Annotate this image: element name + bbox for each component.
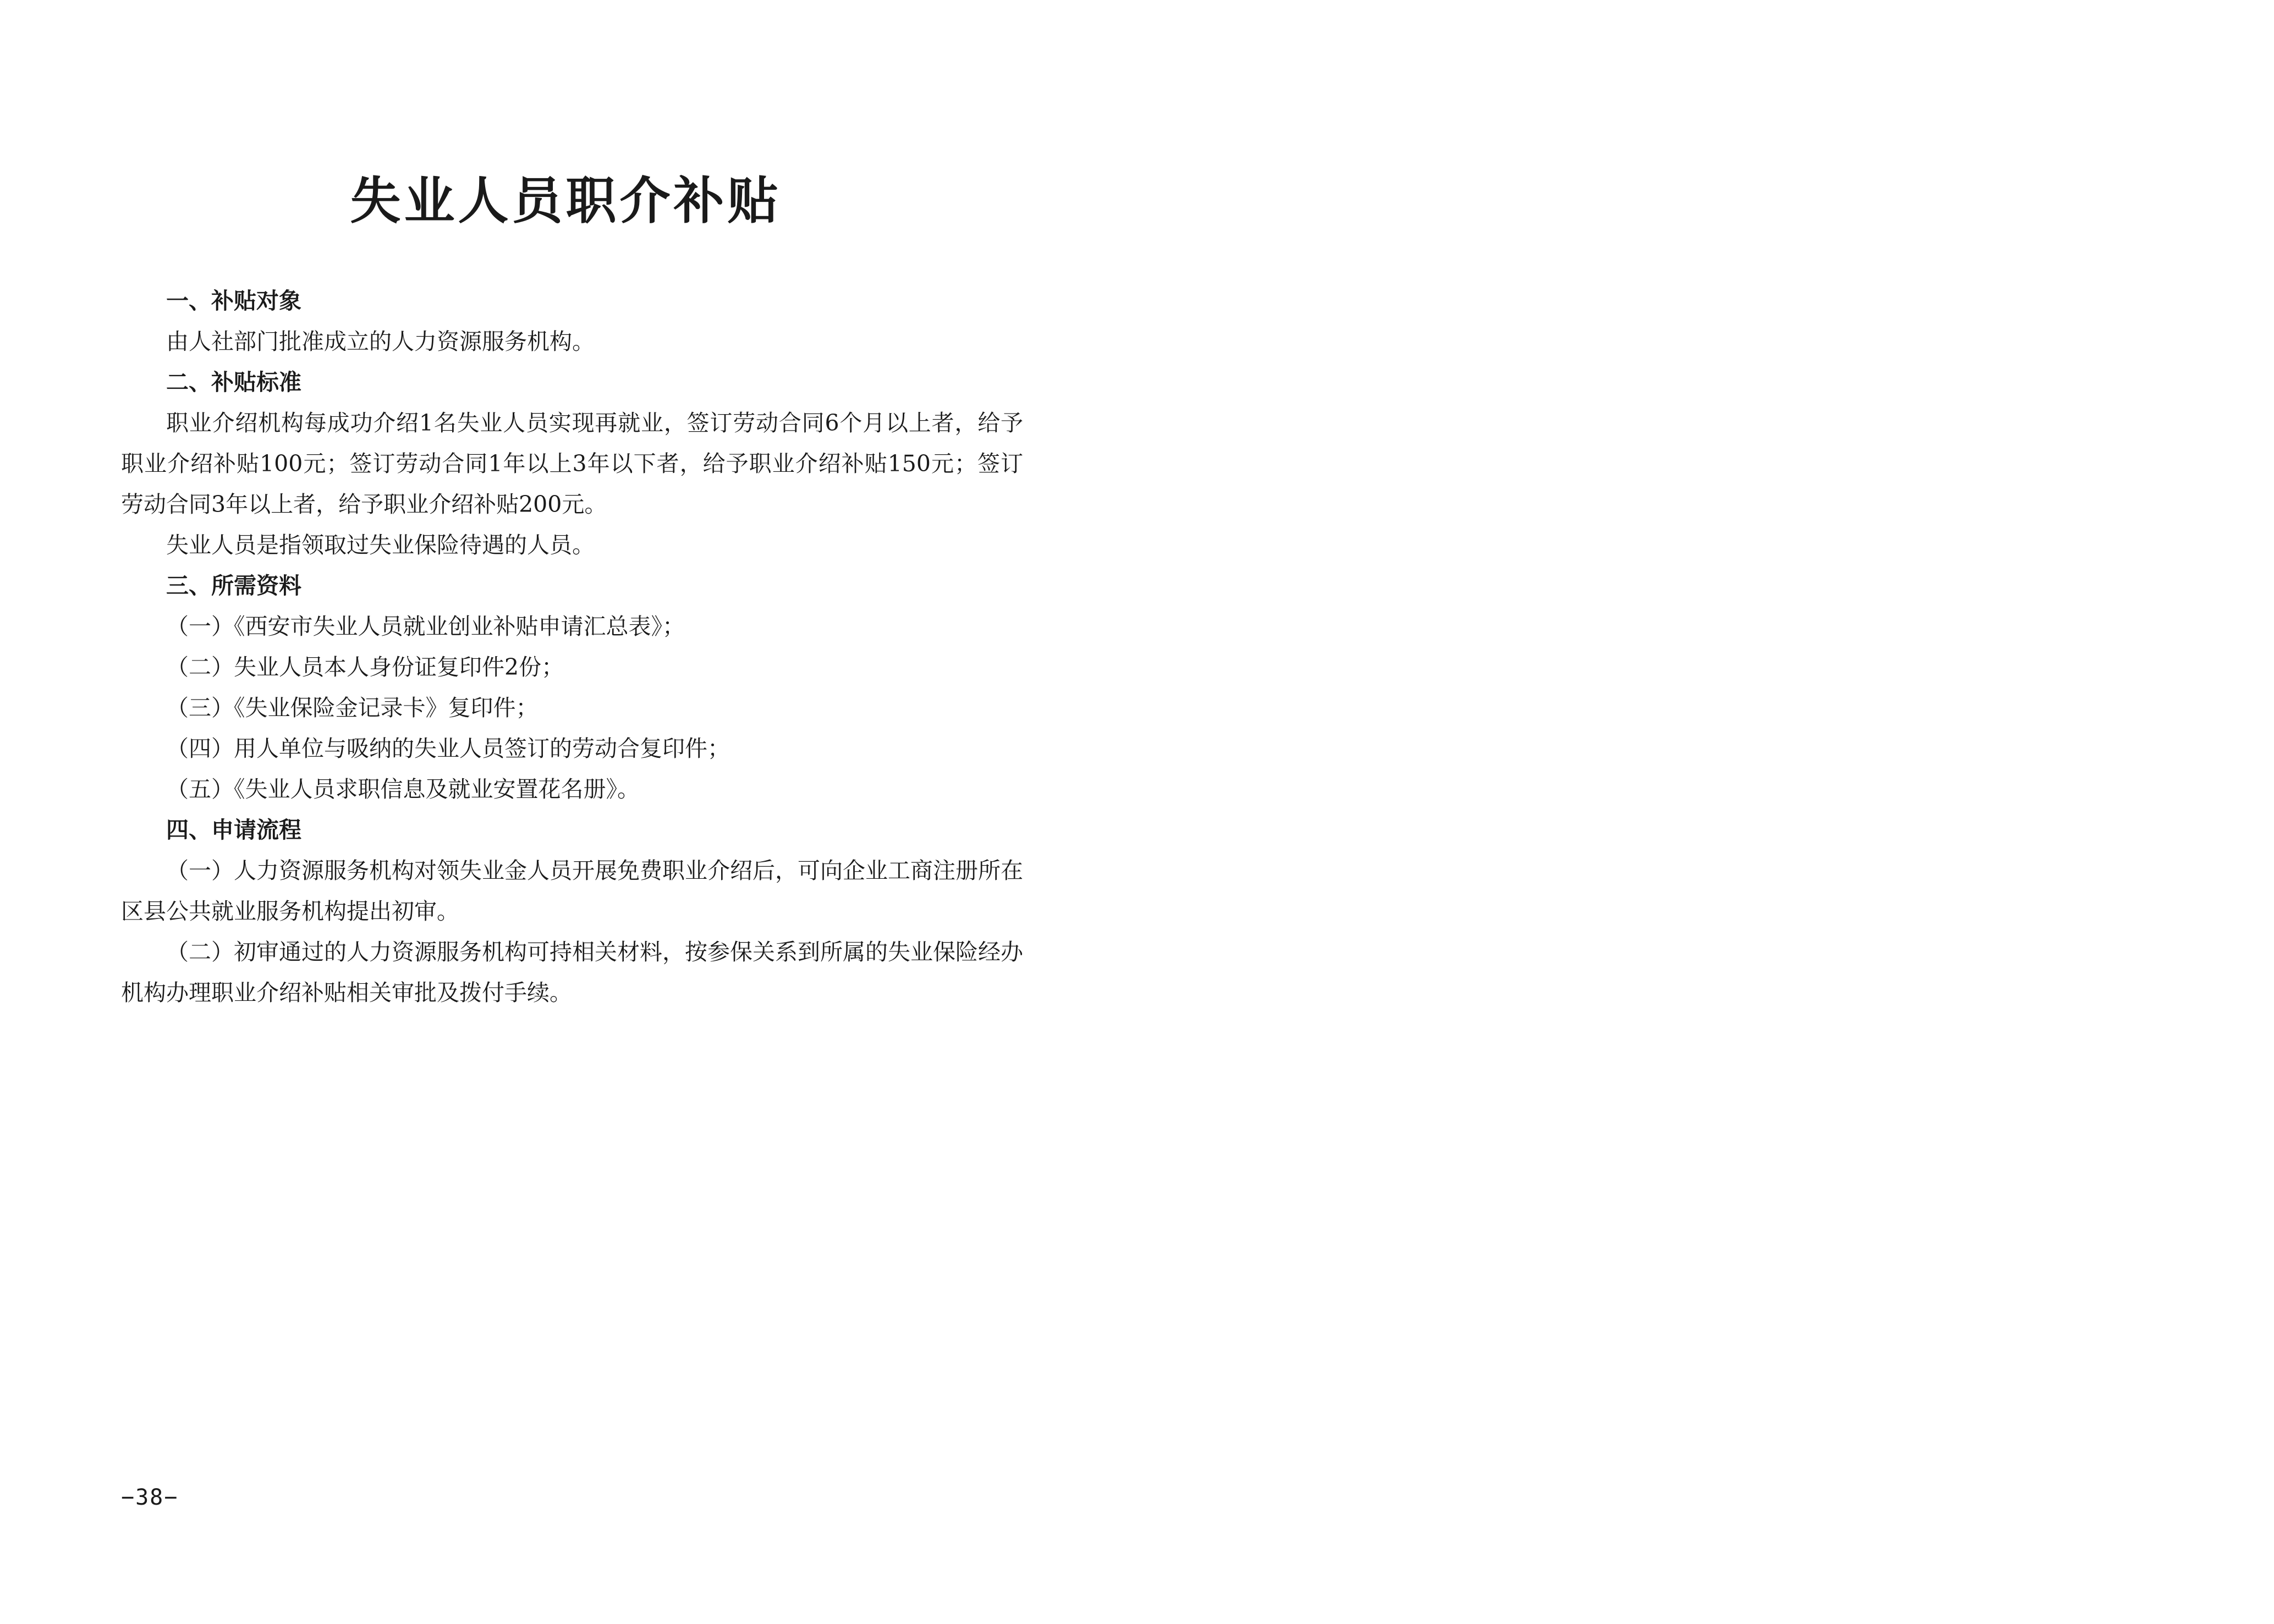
list-item: （二）初审通过的人力资源服务机构可持相关材料，按参保关系到所属的失业保险经办机构办理职业介绍补贴相关审批及拨付手续。 — [121, 939, 1023, 1006]
section-heading: 二、补贴标准 — [166, 369, 301, 395]
paragraph: 失业人员是指领取过失业保险待遇的人员。 — [166, 532, 595, 558]
right-page — [1137, 0, 2274, 1624]
paragraph: 职业介绍机构每成功介绍1名失业人员实现再就业，签订劳动合同6个月以上者，给予职业介绍补贴100元；签订劳动合同1年以上3年以下者，给予职业介绍补贴150元；签订劳动合同3年以上者，给予职业介绍补贴200元。 — [121, 410, 1023, 518]
list-item: （二）失业人员本人身份证复印件2份； — [166, 654, 564, 680]
left-page-number: −38− — [121, 1485, 179, 1510]
left-page-body — [121, 280, 1023, 1013]
list-item: （四）用人单位与吸纳的失业人员签订的劳动合复印件； — [166, 735, 730, 762]
list-item: （一）人力资源服务机构对领失业金人员开展免费职业介绍后，可向企业工商注册所在区县公共就业服务机构提出初审。 — [121, 857, 1023, 924]
list-item: （一）《西安市失业人员就业创业补贴申请汇总表》； — [166, 613, 685, 640]
left-page-title: 失业人员职介补贴 — [350, 171, 782, 230]
section-heading: 一、补贴对象 — [166, 288, 301, 314]
paragraph: 由人社部门批准成立的人力资源服务机构。 — [166, 328, 595, 355]
list-item: （五）《失业人员求职信息及就业安置花名册》。 — [166, 776, 640, 802]
section-heading: 三、所需资料 — [166, 572, 301, 599]
list-item: （三）《失业保险金记录卡》复印件； — [166, 695, 539, 721]
section-heading: 四、申请流程 — [166, 817, 301, 843]
